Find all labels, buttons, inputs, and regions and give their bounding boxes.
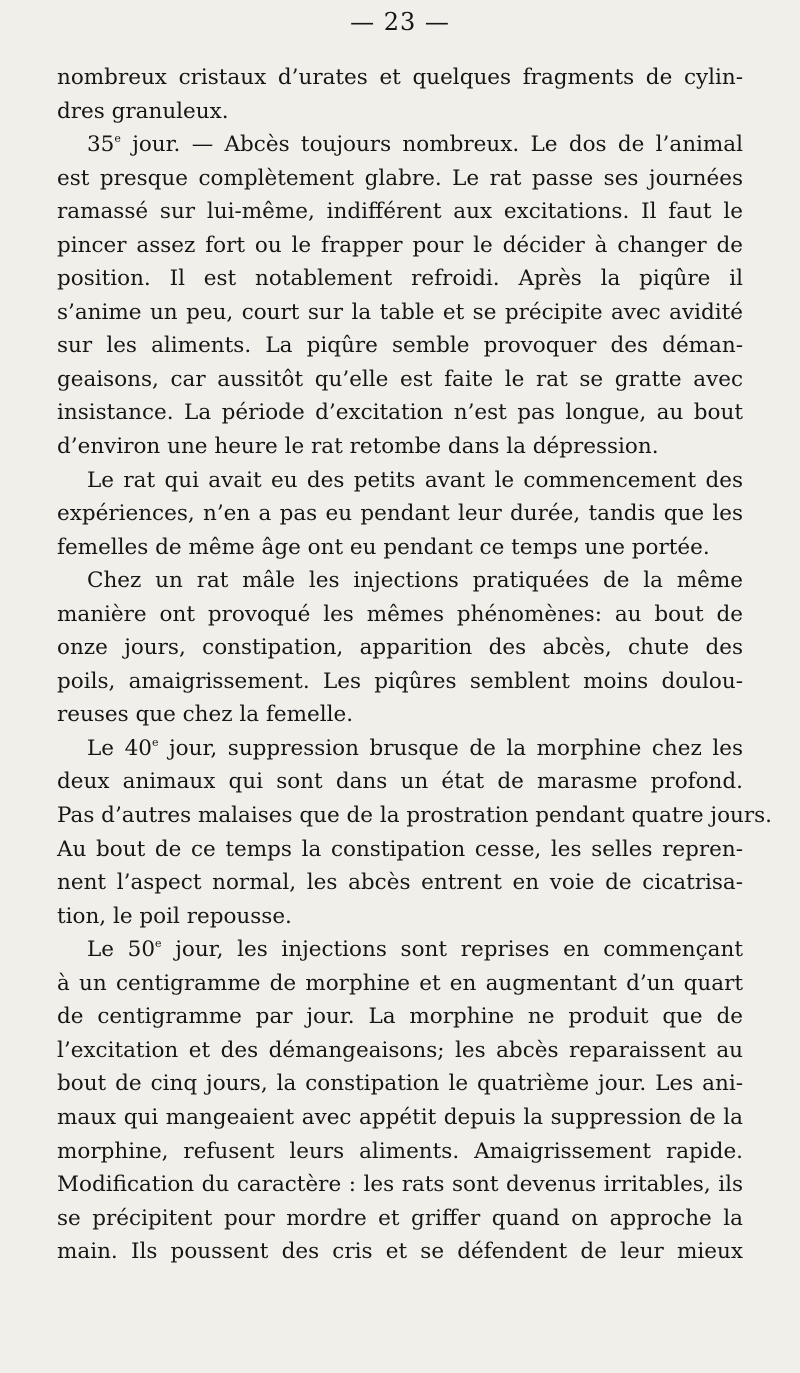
text-line: femelles de même âge ont eu pendant ce temps une portée.: [57, 534, 710, 560]
text-line: d’environ une heure le rat retombe dans la dépression.: [57, 434, 659, 460]
text-line: position. Il est notablement refroidi. Après la piqûre il: [57, 266, 743, 292]
text-line: poils, amaigrissement. Les piqûres semblent moins doulou-: [57, 668, 743, 694]
text-line: nent l’aspect normal, les abcès entrent en voie de cicatrisa-: [57, 870, 743, 896]
text-line: de centigramme par jour. La morphine ne produit que de: [57, 1004, 743, 1030]
text-line: à un centigramme de morphine et en augmentant d’un quart: [57, 970, 743, 996]
text-line: morphine, refusent leurs aliments. Amaigrissement rapide.: [57, 1138, 743, 1164]
text-line: insistance. La période d’excitation n’est pas longue, au bout: [57, 400, 743, 426]
text-line: Le rat qui avait eu des petits avant le commencement des: [87, 467, 743, 493]
text-line: Modification du caractère : les rats sont devenus irritables, ils: [57, 1172, 743, 1198]
text-line: Le 50e jour, les injections sont reprises en commençant: [87, 937, 743, 963]
text-line: bout de cinq jours, la constipation le quatrième jour. Les ani-: [57, 1071, 743, 1097]
text-line: Le 40e jour, suppression brusque de la morphine chez les: [87, 735, 743, 761]
text-line: maux qui mangeaient avec appétit depuis la suppression de la: [57, 1104, 743, 1130]
text-line: ramassé sur lui-même, indifférent aux excitations. Il faut le: [57, 199, 743, 225]
text-line: Pas d’autres malaises que de la prostration pendant quatre jours.: [57, 803, 773, 829]
text-line: reuses que chez la femelle.: [57, 702, 354, 728]
text-line: onze jours, constipation, apparition des abcès, chute des: [57, 635, 743, 661]
text-line: se précipitent pour mordre et griffer quand on approche la: [57, 1205, 743, 1231]
text-line: geaisons, car aussitôt qu’elle est faite le rat se gratte avec: [57, 366, 743, 392]
page-number: — 23 —: [350, 8, 450, 36]
text-line: sur les aliments. La piqûre semble provoquer des déman-: [57, 333, 743, 359]
text-line: expériences, n’en a pas eu pendant leur durée, tandis que les: [57, 501, 743, 527]
text-line: tion, le poil repousse.: [57, 903, 292, 929]
text-line: manière ont provoqué les mêmes phénomènes: au bout de: [57, 601, 743, 627]
text-line: dres granuleux.: [57, 98, 229, 124]
text-line: Au bout de ce temps la constipation cesse, les selles repren-: [57, 836, 743, 862]
text-line: nombreux cristaux d’urates et quelques fragments de cylin-: [57, 65, 743, 90]
text-line: est presque complètement glabre. Le rat passe ses journées: [57, 165, 743, 191]
text-line: 35e jour. — Abcès toujours nombreux. Le dos de l’animal: [87, 132, 743, 158]
body-text: [57, 61, 773, 1269]
text-line: main. Ils poussent des cris et se défendent de leur mieux: [57, 1239, 743, 1265]
text-line: s’anime un peu, court sur la table et se précipite avec avidité: [57, 299, 743, 325]
text-line: pincer assez fort ou le frapper pour le décider à changer de: [57, 232, 743, 258]
text-line: l’excitation et des démangeaisons; les abcès reparaissent au: [57, 1037, 743, 1063]
text-line: deux animaux qui sont dans un état de marasme profond.: [57, 769, 743, 795]
text-line: Chez un rat mâle les injections pratiquées de la même: [87, 568, 743, 594]
